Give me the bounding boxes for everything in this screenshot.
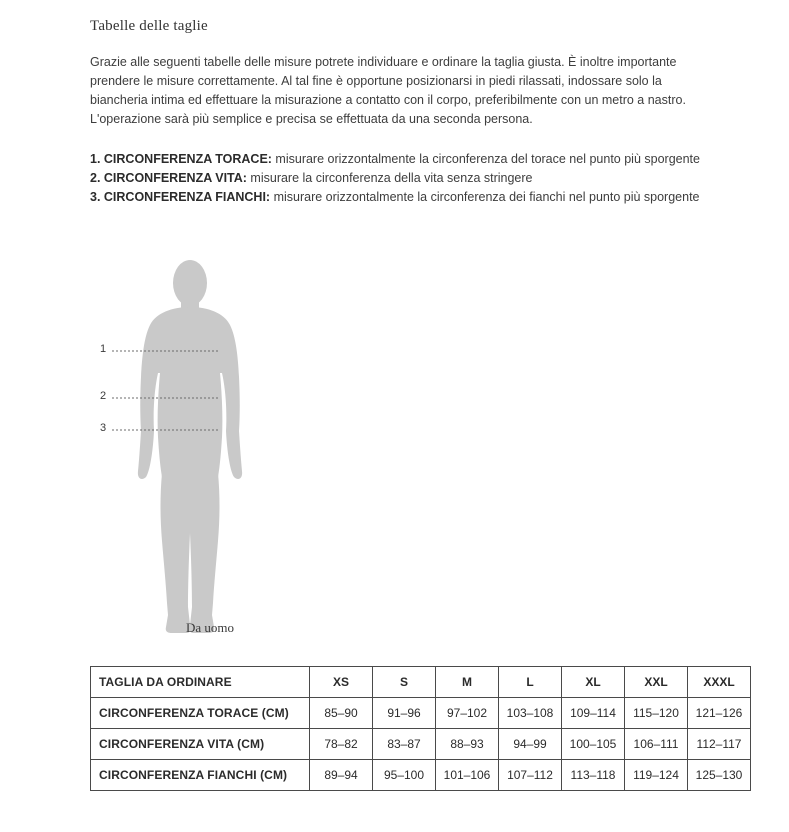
table-header-xxl: XXL <box>625 667 688 698</box>
intro-paragraph: Grazie alle seguenti tabelle delle misure potrete individuare e ordinare la taglia giusta. È inoltre importante prendere le misure correttamente. Al tal fine è opportune posizionarsi in piedi rilassati, indossare solo la biancheria intima ed effettuare la misurazione a contatto con il corpo, preferibilmente con un metro a nastro. L'operazione sarà più semplice e precisa se effettuata da una seconda persona. <box>90 55 686 126</box>
hips-xs: 89–94 <box>310 760 373 791</box>
chest-l: 103–108 <box>499 698 562 729</box>
male-body-figure <box>80 255 340 645</box>
hips-xl: 113–118 <box>562 760 625 791</box>
waist-xxl: 106–111 <box>625 729 688 760</box>
chest-xxl: 115–120 <box>625 698 688 729</box>
table-header-xs: XS <box>310 667 373 698</box>
waist-xs: 78–82 <box>310 729 373 760</box>
measurement-item-3 <box>90 188 700 207</box>
measurement-text-3: misurare orizzontalmente la circonferenza dei fianchi nel punto più sporgente <box>270 190 700 204</box>
table-header-xxxl: XXXL <box>688 667 751 698</box>
size-table <box>90 666 751 791</box>
table-header-row-label: TAGLIA DA ORDINARE <box>91 667 310 698</box>
measurement-instructions <box>90 150 700 207</box>
measurement-label-3: 3. CIRCONFERENZA FIANCHI: <box>90 190 271 204</box>
table-header-xl: XL <box>562 667 625 698</box>
measurement-label-2: 2. CIRCONFERENZA VITA: <box>90 171 247 185</box>
table-header-s: S <box>373 667 436 698</box>
hips-m: 101–106 <box>436 760 499 791</box>
chest-s: 91–96 <box>373 698 436 729</box>
body-silhouette <box>138 260 242 633</box>
table-row <box>91 760 751 791</box>
marker-2-label: 2 <box>100 390 107 402</box>
figure-caption: Da uomo <box>185 620 235 635</box>
measurement-item-2 <box>90 169 700 188</box>
measurement-text-1: misurare orizzontalmente la circonferenza del torace nel punto più sporgente <box>271 152 700 166</box>
chest-m: 97–102 <box>436 698 499 729</box>
table-header-l: L <box>499 667 562 698</box>
waist-m: 88–93 <box>436 729 499 760</box>
row-label-hips: CIRCONFERENZA FIANCHI (CM) <box>91 760 310 791</box>
hips-l: 107–112 <box>499 760 562 791</box>
table-row <box>91 698 751 729</box>
measurement-text-2: misurare la circonferenza della vita senza stringere <box>246 171 533 185</box>
waist-l: 94–99 <box>499 729 562 760</box>
chest-xs: 85–90 <box>310 698 373 729</box>
measurement-item-1 <box>90 150 700 169</box>
chest-xxxl: 121–126 <box>688 698 751 729</box>
measurement-label-1: 1. CIRCONFERENZA TORACE: <box>90 152 272 166</box>
chest-xl: 109–114 <box>562 698 625 729</box>
row-label-chest: CIRCONFERENZA TORACE (CM) <box>91 698 310 729</box>
table-header-m: M <box>436 667 499 698</box>
waist-xxxl: 112–117 <box>688 729 751 760</box>
table-row <box>91 729 751 760</box>
waist-xl: 100–105 <box>562 729 625 760</box>
marker-3-label: 3 <box>100 422 107 434</box>
waist-s: 83–87 <box>373 729 436 760</box>
hips-s: 95–100 <box>373 760 436 791</box>
page-title: Tabelle delle taglie <box>90 18 208 34</box>
table-header-row <box>91 667 751 698</box>
marker-1-label: 1 <box>100 343 107 355</box>
hips-xxl: 119–124 <box>625 760 688 791</box>
row-label-waist: CIRCONFERENZA VITA (CM) <box>91 729 310 760</box>
hips-xxxl: 125–130 <box>688 760 751 791</box>
